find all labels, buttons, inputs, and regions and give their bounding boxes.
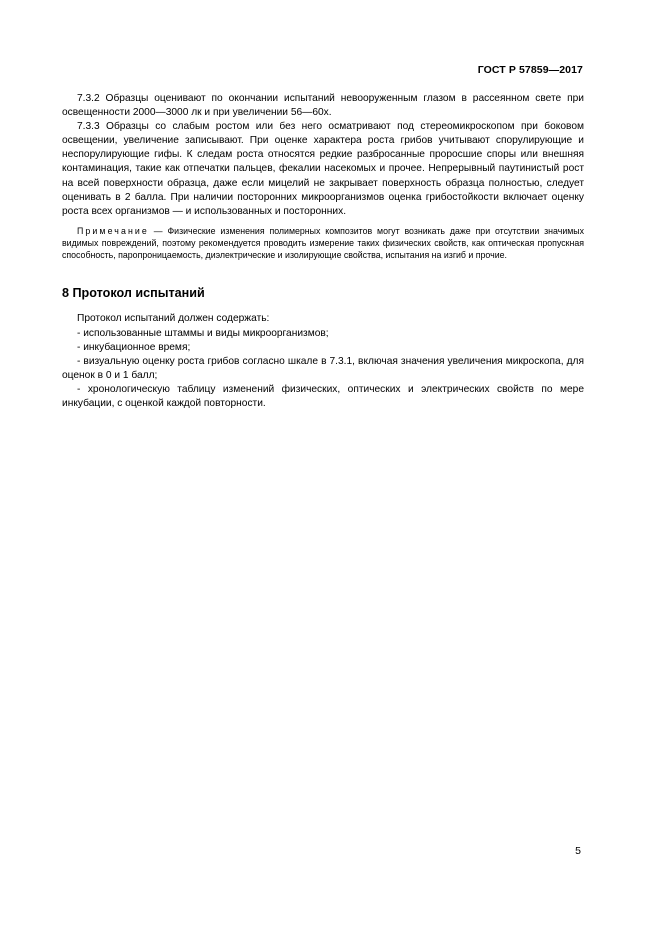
protocol-list-item: - инкубационное время; [77, 341, 191, 353]
section-8-heading: 8 Протокол испытаний [62, 286, 205, 301]
protocol-intro: Протокол испытаний должен содержать: [77, 313, 270, 325]
note-text: — Физические изменения полимерных композитов могут возникать даже при отсутствии значимых видимых повреждений, поэтому рекомендуется проводить измерение таких физических свойств, как оптическая пропускная способность, паропроницаемость, диэлектрические и изолирующие свойства, испытания на изгиб и прочие. [62, 225, 584, 261]
standard-code-header: ГОСТ Р 57859—2017 [477, 64, 583, 76]
protocol-list-item: - хронологическую таблицу изменений физических, оптических и электрических свойств по мере инкубации, с оценкой каждой повторности. [62, 383, 584, 410]
note-paragraph [62, 225, 584, 262]
paragraph-7-3-3: 7.3.3 Образцы со слабым ростом или без него осматривают под стереомикроскопом при боковом освещении, увеличение записывают. При оценке характера роста грибов учитывают спорулирующие и неспорулирующие гифы. К следам роста относятся редкие разбросанные проросшие споры или внешняя контаминация, такие как отпечатки пальцев, фекалии насекомых и прочее. Непрерывный паутинистый рост на всей поверхности образца, даже если мицелий не закрывает поверхность образца полностью, следует оценивать в 2 балла. При наличии посторонних микроорганизмов оценка грибостойкости включает оценку роста всех организмов — и использованных и посторонних. [62, 121, 584, 217]
note-label: Примечание [77, 225, 149, 236]
page-content [62, 92, 584, 411]
page-number: 5 [575, 845, 581, 857]
paragraph-7-3-2: 7.3.2 Образцы оценивают по окончании испытаний невооруженным глазом в рассеянном свете при освещенности 2000—3000 лк и при увеличении 56—60х. [62, 93, 584, 119]
protocol-list-item: - использованные штаммы и виды микроорганизмов; [77, 327, 329, 339]
protocol-list-item: - визуальную оценку роста грибов согласно шкале в 7.3.1, включая значения увеличения микроскопа, для оценок в 0 и 1 балл; [62, 355, 584, 381]
